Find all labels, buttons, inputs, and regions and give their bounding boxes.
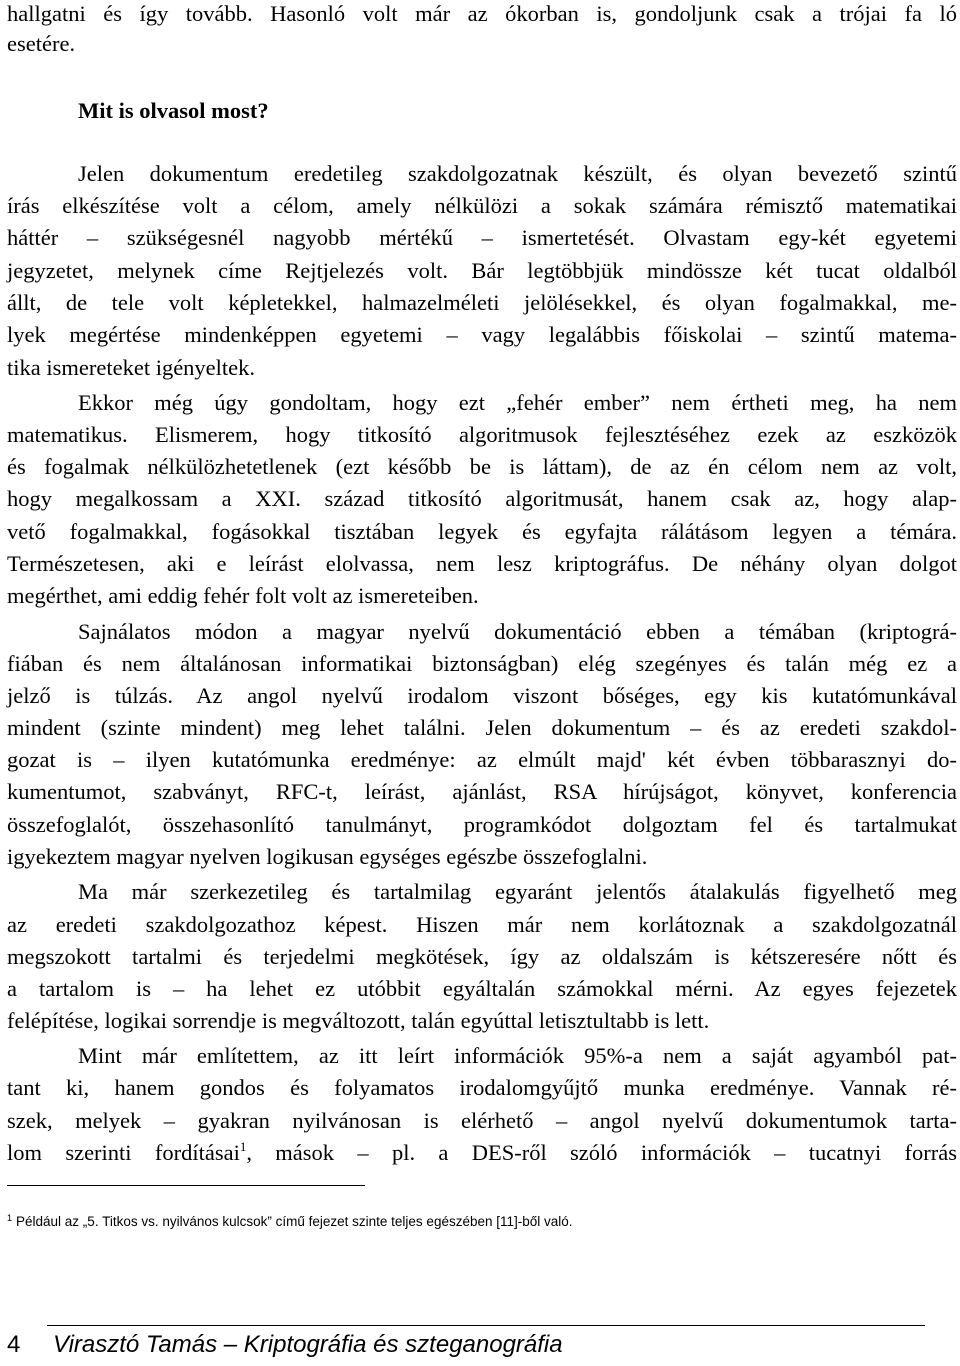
text-line: lyek megértése mindenképpen egyetemi – vagy legalábbis főiskolai – szintű matema- xyxy=(7,322,957,347)
section-heading: Mit is olvasol most? xyxy=(78,98,269,123)
text-line: írás elkészítése volt a célom, amely nélkülözi a sokak számára rémisztő matematikai xyxy=(7,193,957,218)
text-line: háttér – szükségesnél nagyobb mértékű – ismertetését. Olvastam egy-két egyetemi xyxy=(7,225,957,250)
footnote-reference[interactable]: 1 xyxy=(239,1139,247,1154)
text-line xyxy=(7,1138,957,1168)
text-line: felépítése, logikai sorrendje is megváltozott, talán egyúttal letisztultabb is lett. xyxy=(7,1008,710,1033)
text-line: megszokott tartalmi és terjedelmi megkötések, így az oldalszám is kétszeresére nőtt és xyxy=(7,944,957,969)
footnote xyxy=(7,1208,573,1232)
footnote-text: Például az „5. Titkos vs. nyilvános kulcsok” című fejezet szinte teljes egészében [11]-ből való. xyxy=(16,1214,573,1229)
text-line: összefoglalót, összehasonlító tanulmányt, programkódot dolgoztam fel és tartalmukat xyxy=(7,812,957,837)
text-line: és fogalmak nélkülözhetetlenek (ezt később be is láttam), de az én célom nem az volt, xyxy=(7,454,957,479)
text-line: jelző is túlzás. Az angol nyelvű irodalom viszont bőséges, egy kis kutatómunkával xyxy=(7,683,957,708)
text-line: tika ismereteket igényeltek. xyxy=(7,355,256,380)
text-line: Sajnálatos módon a magyar nyelvű dokumentáció ebben a témában (kriptográ- xyxy=(78,619,957,644)
text-line: Jelen dokumentum eredetileg szakdolgozatnak készült, és olyan bevezető szintű xyxy=(78,161,957,186)
text-line: jegyzetet, melynek címe Rejtjelezés volt. Bár legtöbbjük mindössze két tucat oldalból xyxy=(7,258,957,283)
footnote-mark: 1 xyxy=(7,1213,13,1223)
text-line: állt, de tele volt képletekkel, halmazelméleti jelölésekkel, és olyan fogalmakkal, me- xyxy=(7,290,957,315)
text-line: szek, melyek – gyakran nyilvánosan is elérhető – angol nyelvű dokumentumok tarta- xyxy=(7,1108,957,1133)
text-line: Ma már szerkezetileg és tartalmilag egyaránt jelentős átalakulás figyelhető meg xyxy=(78,879,957,904)
text-line: Ekkor még úgy gondoltam, hogy ezt „fehér ember” nem értheti meg, ha nem xyxy=(78,390,957,415)
text-line: az eredeti szakdolgozathoz képest. Hiszen már nem korlátoznak a szakdolgozatnál xyxy=(7,912,957,937)
footer-divider xyxy=(47,1325,925,1326)
text-line: igyekeztem magyar nyelven logikusan egységes egészbe összefoglalni. xyxy=(7,844,648,869)
text-line: mindent (szinte mindent) meg lehet találni. Jelen dokumentum – és az eredeti szakdol- xyxy=(7,715,957,740)
running-title: Virasztó Tamás – Kriptográfia és szteganográfia xyxy=(53,1331,563,1358)
text-line: hallgatni és így tovább. Hasonló volt már az ókorban is, gondoljunk csak a trójai fa ló xyxy=(7,1,957,26)
text-line: gozat is – ilyen kutatómunka eredménye: az elmúlt majd' két évben többarasznyi do- xyxy=(7,747,957,772)
text-line: megérthet, ami eddig fehér folt volt az ismereteiben. xyxy=(7,583,479,608)
text-line: matematikus. Elismerem, hogy titkosító algoritmusok fejlesztéséhez ezek az eszközök xyxy=(7,422,957,447)
text-line: tant ki, hanem gondos és folyamatos irodalomgyűjtő munka eredménye. Vannak ré- xyxy=(7,1075,957,1100)
text-line: hogy megalkossam a XXI. század titkosító algoritmusát, hanem csak az, hogy alap- xyxy=(7,486,957,511)
text-line: kumentumot, szabványt, RFC-t, leírást, ajánlást, RSA hírújságot, könyvet, konferencia xyxy=(7,779,957,804)
text-line: Természetesen, aki e leírást elolvassa, nem lesz kriptográfus. De néhány olyan dolgot xyxy=(7,551,957,576)
text-line: Mint már említettem, az itt leírt információk 95%-a nem a saját agyamból pat- xyxy=(78,1043,957,1068)
footnote-divider xyxy=(7,1185,365,1186)
text-line: a tartalom is – ha lehet ez utóbbit egyáltalán számokkal mérni. Az egyes fejezetek xyxy=(7,976,957,1001)
page-number: 4 xyxy=(7,1331,21,1358)
text-segment: lom szerinti fordításai xyxy=(7,1140,240,1165)
text-line: esetére. xyxy=(7,31,76,56)
page-footer xyxy=(7,1328,563,1362)
text-segment: , mások – pl. a DES-ről szóló információk – tucatnyi forrás xyxy=(246,1140,957,1165)
text-line: vető fogalmakkal, fogásokkal tisztában legyek és egyfajta rálátásom legyen a témára. xyxy=(7,519,957,544)
text-line: fiában és nem általánosan informatikai biztonságban) elég szegényes és talán még ez a xyxy=(7,651,957,676)
